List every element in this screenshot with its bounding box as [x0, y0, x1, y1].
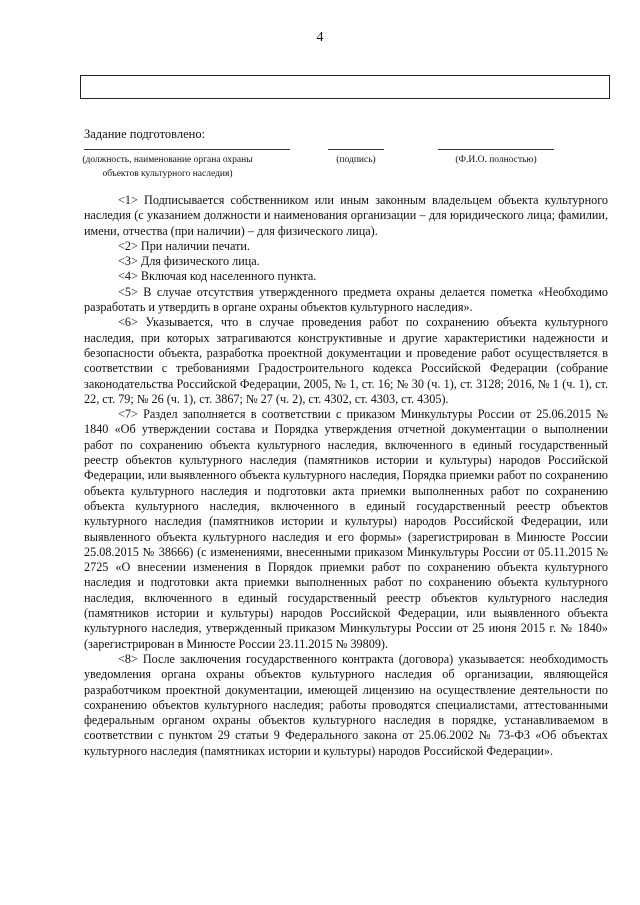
footnote-5: <5> В случае отсутствия утвержденного предмета охраны делается пометка «Необходимо разработать и утвердить в органе охраны объектов культурного наследия». [84, 284, 608, 315]
name-signature-line [438, 149, 554, 150]
position-signature-line [84, 149, 290, 150]
footnote-2: <2> При наличии печати. [118, 238, 250, 253]
position-caption: (должность, наименование органа охраны объектов культурного наследия) [82, 155, 253, 179]
page-number: 4 [316, 30, 324, 45]
footnote-1: <1> Подписывается собственником или иным законным владельцем объекта культурного наследия (с указанием должности и наименования организации – для юридического лица; фамилии, имени, отчества (при наличии) – для физического лица). [84, 193, 608, 238]
footnote-7: <7> Раздел заполняется в соответствии с приказом Минкультуры России от 25.06.2015 № 1840 «Об утверждении состава и Порядка утверждения отчетной документации о выполнении работ по сохранению объекта культурного наследия, включенного в единый государственный реестр объектов культурного наследия (памятников истории и культуры) народов Российской Федерации, или выявленного объекта культурного наследия, Порядка приемки работ по сохранению объекта культурного наследия и подготовки акта приемки выполненных работ по сохранению объекта культурного наследия, включенного в единый государственный реестр объектов культурного наследия (памятников истории и культуры) народов Российской Федерации, или выявленного объекта культурного наследия и его формы» (зарегистрирован в Минюсте России 25.08.2015 № 38666) (с изменениями, внесенными приказом Минкультуры России от 05.11.2015 № 2725 «О внесении изменения в Порядок приемки работ по сохранению объекта культурного наследия и подготовки акта приемки выполненных работ по сохранению объекта культурного наследия, включенного в единый государственный реестр объектов культурного наследия (памятников истории и культуры) народов Российской Федерации, или выявленного объекта культурного наследия, утвержденный приказом Минкультуры России от 25 июня 2015 г. № 1840» (зарегистрирован в Минюсте России 23.11.2015 № 39809). [84, 407, 608, 651]
footnote-6: <6> Указывается, что в случае проведения работ по сохранению объекта культурного наследия, при которых затрагиваются конструктивные и другие характеристики надежности и безопасности объекта, разработка проектной документации и проведение работ осуществляется в соответствии с требованиями Градостроительного кодекса Российской Федерации (собрание законодательства Российской Федерации, 2005, № 1, ст. 16; № 30 (ч. 1), ст. 3128; 2016, № 1 (ч. 1), ст. 22, ст. 79; № 26 (ч. 1), ст. 3867; № 27 (ч. 2), ст. 4302, ст. 4303, ст. 4305). [84, 315, 608, 406]
signature-line [328, 149, 384, 150]
prepared-label: Задание подготовлено: [84, 127, 206, 141]
header-box [80, 75, 610, 99]
signature-caption: (подпись) [336, 155, 376, 165]
footnote-4: <4> Включая код населенного пункта. [118, 269, 317, 284]
name-caption: (Ф.И.О. полностью) [455, 155, 537, 165]
footnote-3: <3> Для физического лица. [118, 254, 260, 269]
footnotes [84, 193, 608, 759]
footnote-8: <8> После заключения государственного контракта (договора) указывается: необходимость уведомления органа охраны объектов культурного наследия об организации, являющейся разработчиком проектной документации, имеющей лицензию на осуществление деятельности по сохранению объектов культурного наследия; работы проводятся специалистами, аттестованными федеральным органом охраны объектов культурного наследия в порядке, устанавливаемом в соответствии с пунктом 29 статьи 9 Федерального закона от 25.06.2002 № 73-ФЗ «Об объектах культурного наследия (памятниках истории и культуры) народов Российской Федерации». [84, 651, 608, 758]
